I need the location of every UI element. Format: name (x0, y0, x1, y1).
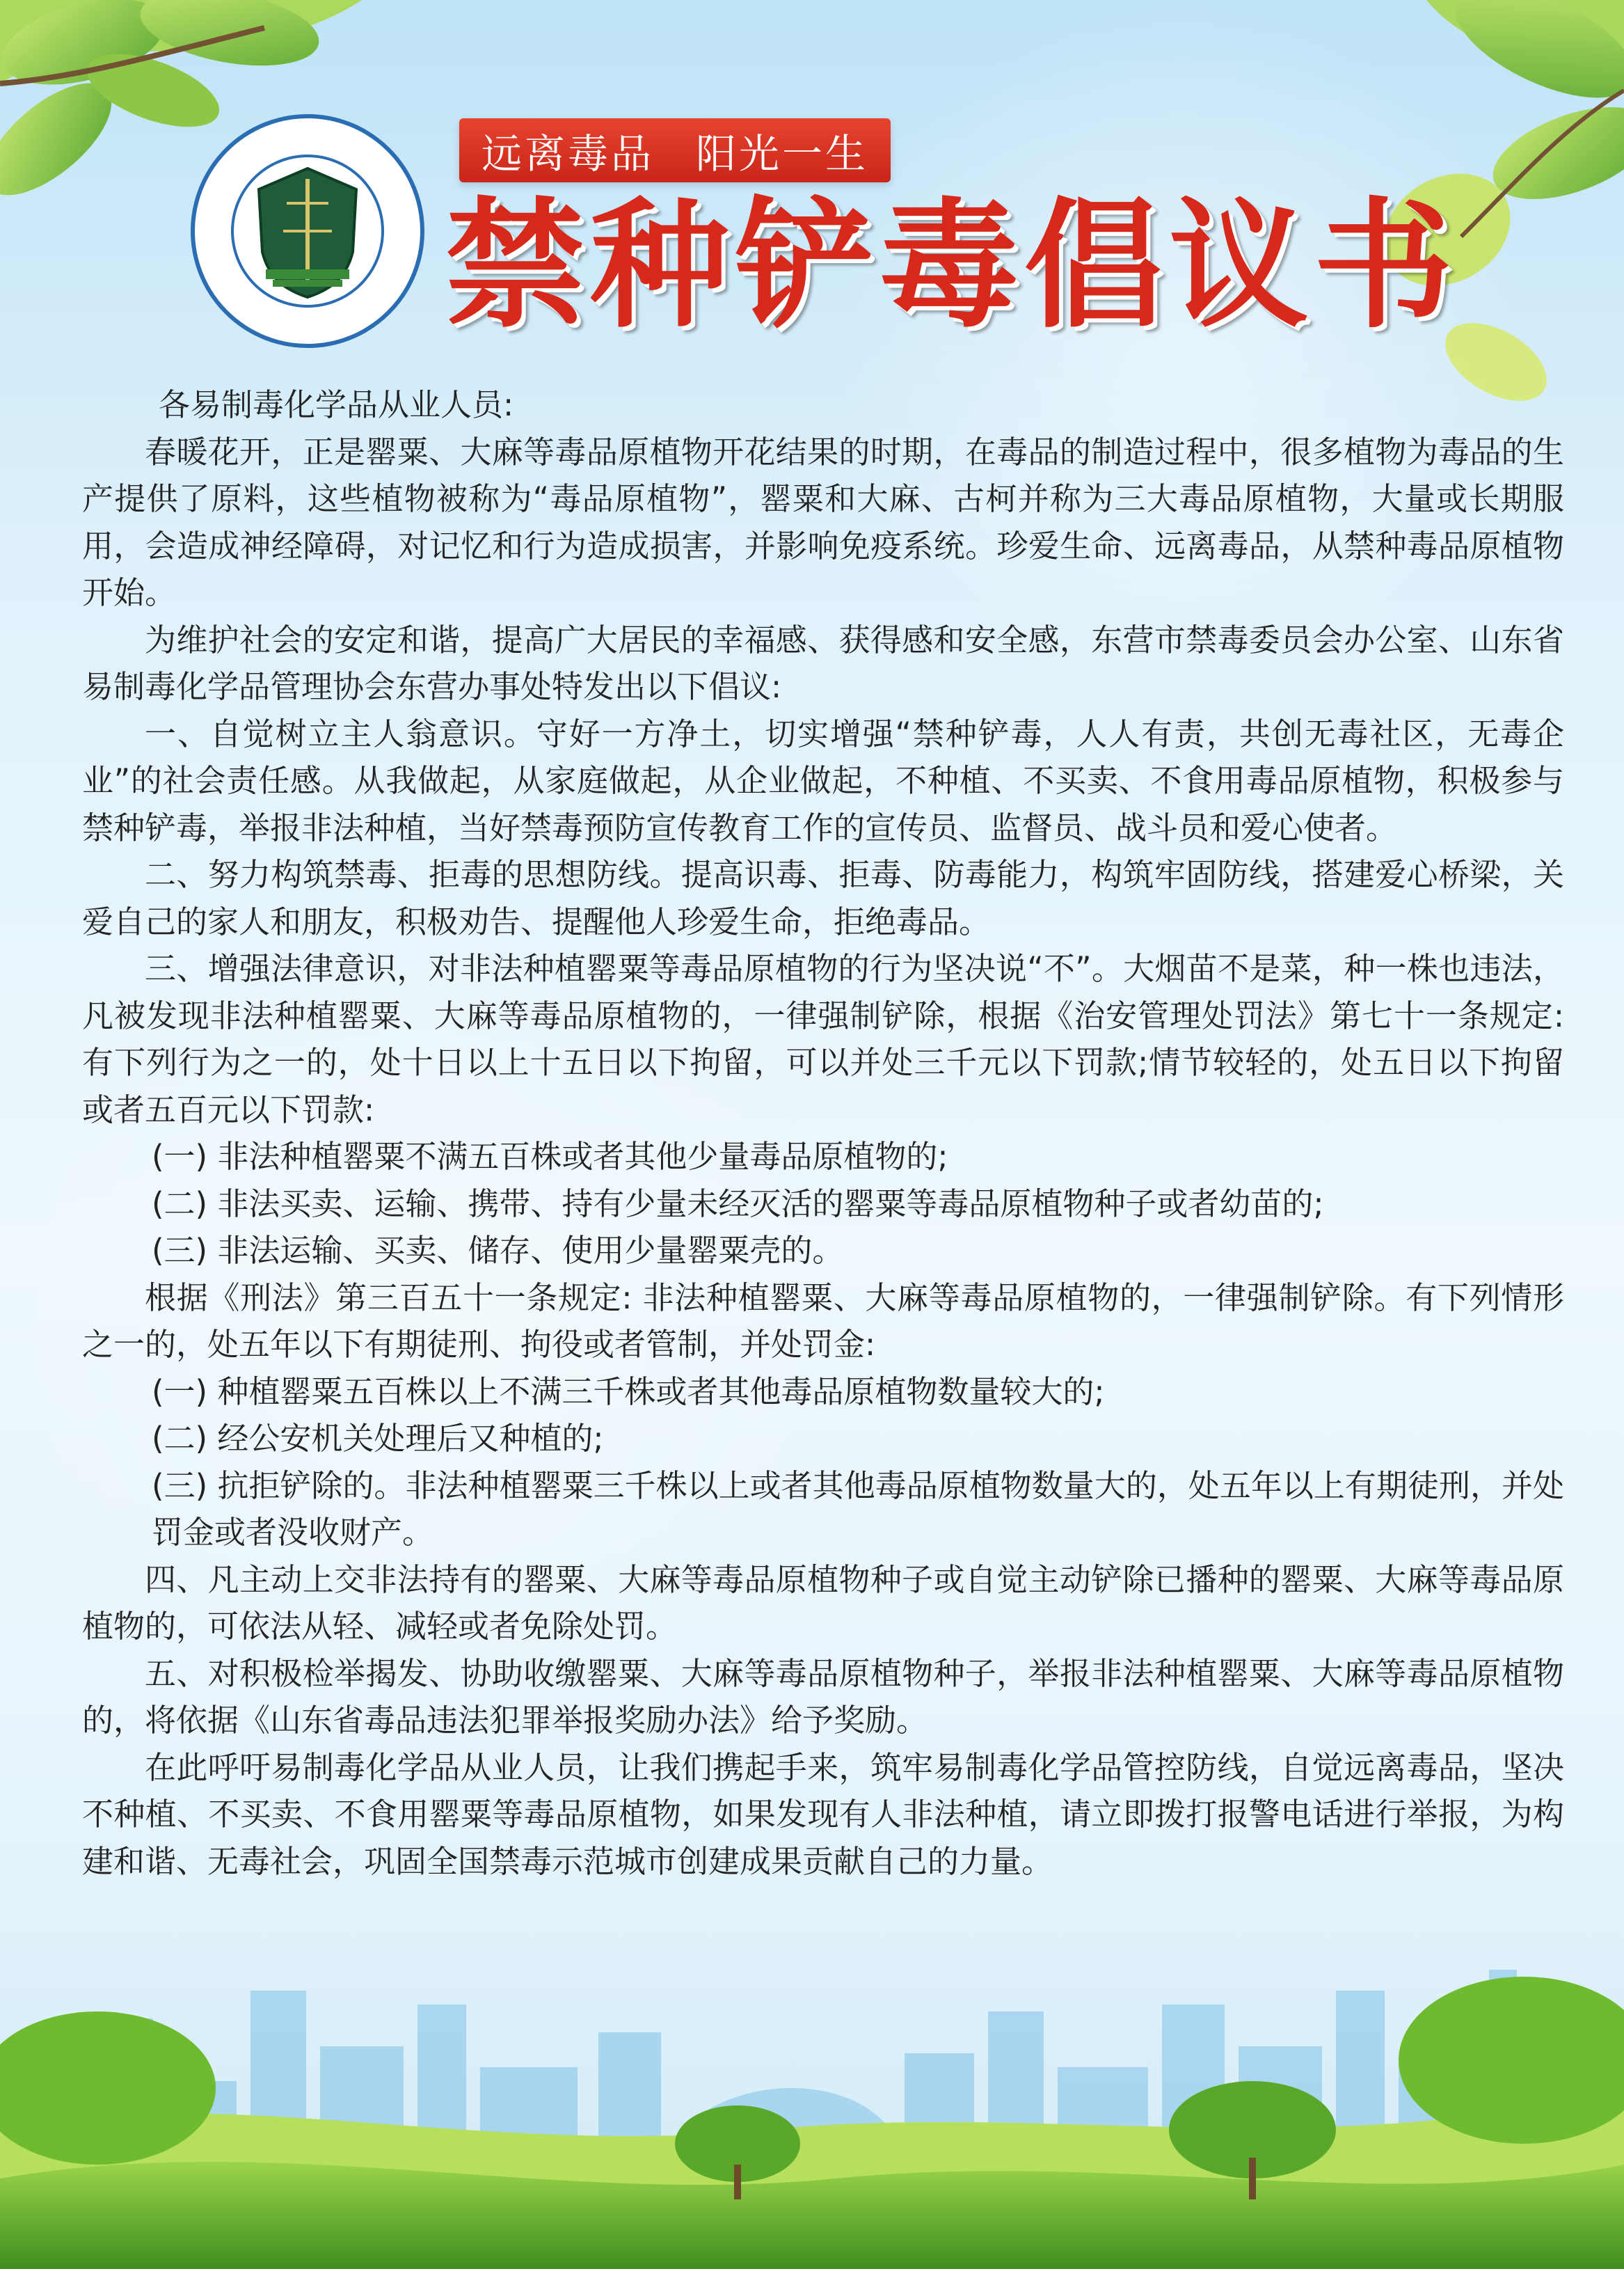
page-title: 禁种铲毒倡议书 (445, 184, 1459, 347)
list-item: (二) 经公安机关处理后又种植的; (152, 1420, 604, 1457)
criminal-law-paragraph: 根据《刑法》第三百五十一条规定: 非法种植罂粟、大麻等毒品原植物的，一律强制铲除。有下列情形之一的，处五年以下有期徒刑、拘役或者管制，并处罚金: (82, 1279, 1564, 1363)
list-item: (一) 种植罂粟五百株以上不满三千株或者其他毒品原植物数量较大的; (152, 1373, 1105, 1410)
slogan-left: 远离毒品 (481, 130, 654, 177)
proposal-2: 二、努力构筑禁毒、拒毒的思想防线。提高识毒、拒毒、防毒能力，构筑牢固防线，搭建爱心桥梁，关爱自己的家人和朋友，积极劝告、提醒他人珍爱生命，拒绝毒品。 (82, 856, 1564, 940)
paragraph: 为维护社会的安定和谐，提高广大居民的幸福感、获得感和安全感，东营市禁毒委员会办公室、山东省易制毒化学品管理协会东营办事处特发出以下倡议: (82, 621, 1564, 705)
greeting: 各易制毒化学品从业人员: (159, 386, 514, 423)
list-item: (三) 抗拒铲除的。非法种植罂粟三千株以上或者其他毒品原植物数量大的，处五年以上有期徒刑，并处罚金或者没收财产。 (152, 1466, 1564, 1551)
slogan-right: 阳光一生 (696, 130, 869, 177)
list-item: (三) 非法运输、买卖、储存、使用少量罂粟壳的。 (152, 1232, 844, 1269)
list-item: (二) 非法买卖、运输、携带、持有少量未经灭活的罂粟等毒品原植物种子或者幼苗的; (152, 1185, 1324, 1222)
association-logo-icon (189, 113, 426, 349)
proposal-5: 五、对积极检举揭发、协助收缴罂粟、大麻等毒品原植物种子，举报非法种植罂粟、大麻等毒品原植物的，将依据《山东省毒品违法犯罪举报奖励办法》给予奖励。 (82, 1654, 1564, 1739)
proposal-4: 四、凡主动上交非法持有的罂粟、大麻等毒品原植物种子或自觉主动铲除已播种的罂粟、大麻等毒品原植物的，可依法从轻、减轻或者免除处罚。 (82, 1560, 1564, 1645)
list-item: (一) 非法种植罂粟不满五百株或者其他少量毒品原植物的; (152, 1138, 948, 1175)
proposal-3: 三、增强法律意识，对非法种植罂粟等毒品原植物的行为坚决说“不”。大烟苗不是菜，种一株也违法，凡被发现非法种植罂粟、大麻等毒品原植物的，一律强制铲除，根据《治安管理处罚法》第七十一条规定: 有下列行为之一的，处十日以上十五日以下拘留，可以并处三千元以下罚款;情节较轻的，处五日以下拘留或者五百元以下罚款: (82, 950, 1564, 1128)
document-body (82, 381, 1564, 1885)
paragraph: 春暖花开，正是罂粟、大麻等毒品原植物开花结果的时期，在毒品的制造过程中，很多植物为毒品的生产提供了原料，这些植物被称为“毒品原植物”，罂粟和大麻、古柯并称为三大毒品原植物，大量或长期服用，会造成神经障碍，对记忆和行为造成损害，并影响免疫系统。珍爱生命、远离毒品，从禁种毒品原植物开始。 (82, 433, 1564, 611)
proposal-1: 一、自觉树立主人翁意识。守好一方净土，切实增强“禁种铲毒，人人有责，共创无毒社区，无毒企业”的社会责任感。从我做起，从家庭做起，从企业做起，不种植、不买卖、不食用毒品原植物，积极参与禁种铲毒，举报非法种植，当好禁毒预防宣传教育工作的宣传员、监督员、战斗员和爱心使者。 (82, 715, 1564, 846)
closing-appeal: 在此呼吁易制毒化学品从业人员，让我们携起手来，筑牢易制毒化学品管控防线，自觉远离毒品，坚决不种植、不买卖、不食用罂粟等毒品原植物，如果发现有人非法种植，请立即拨打报警电话进行举报，为构建和谐、无毒社会，巩固全国禁毒示范城市创建成果贡献自己的力量。 (82, 1748, 1564, 1880)
